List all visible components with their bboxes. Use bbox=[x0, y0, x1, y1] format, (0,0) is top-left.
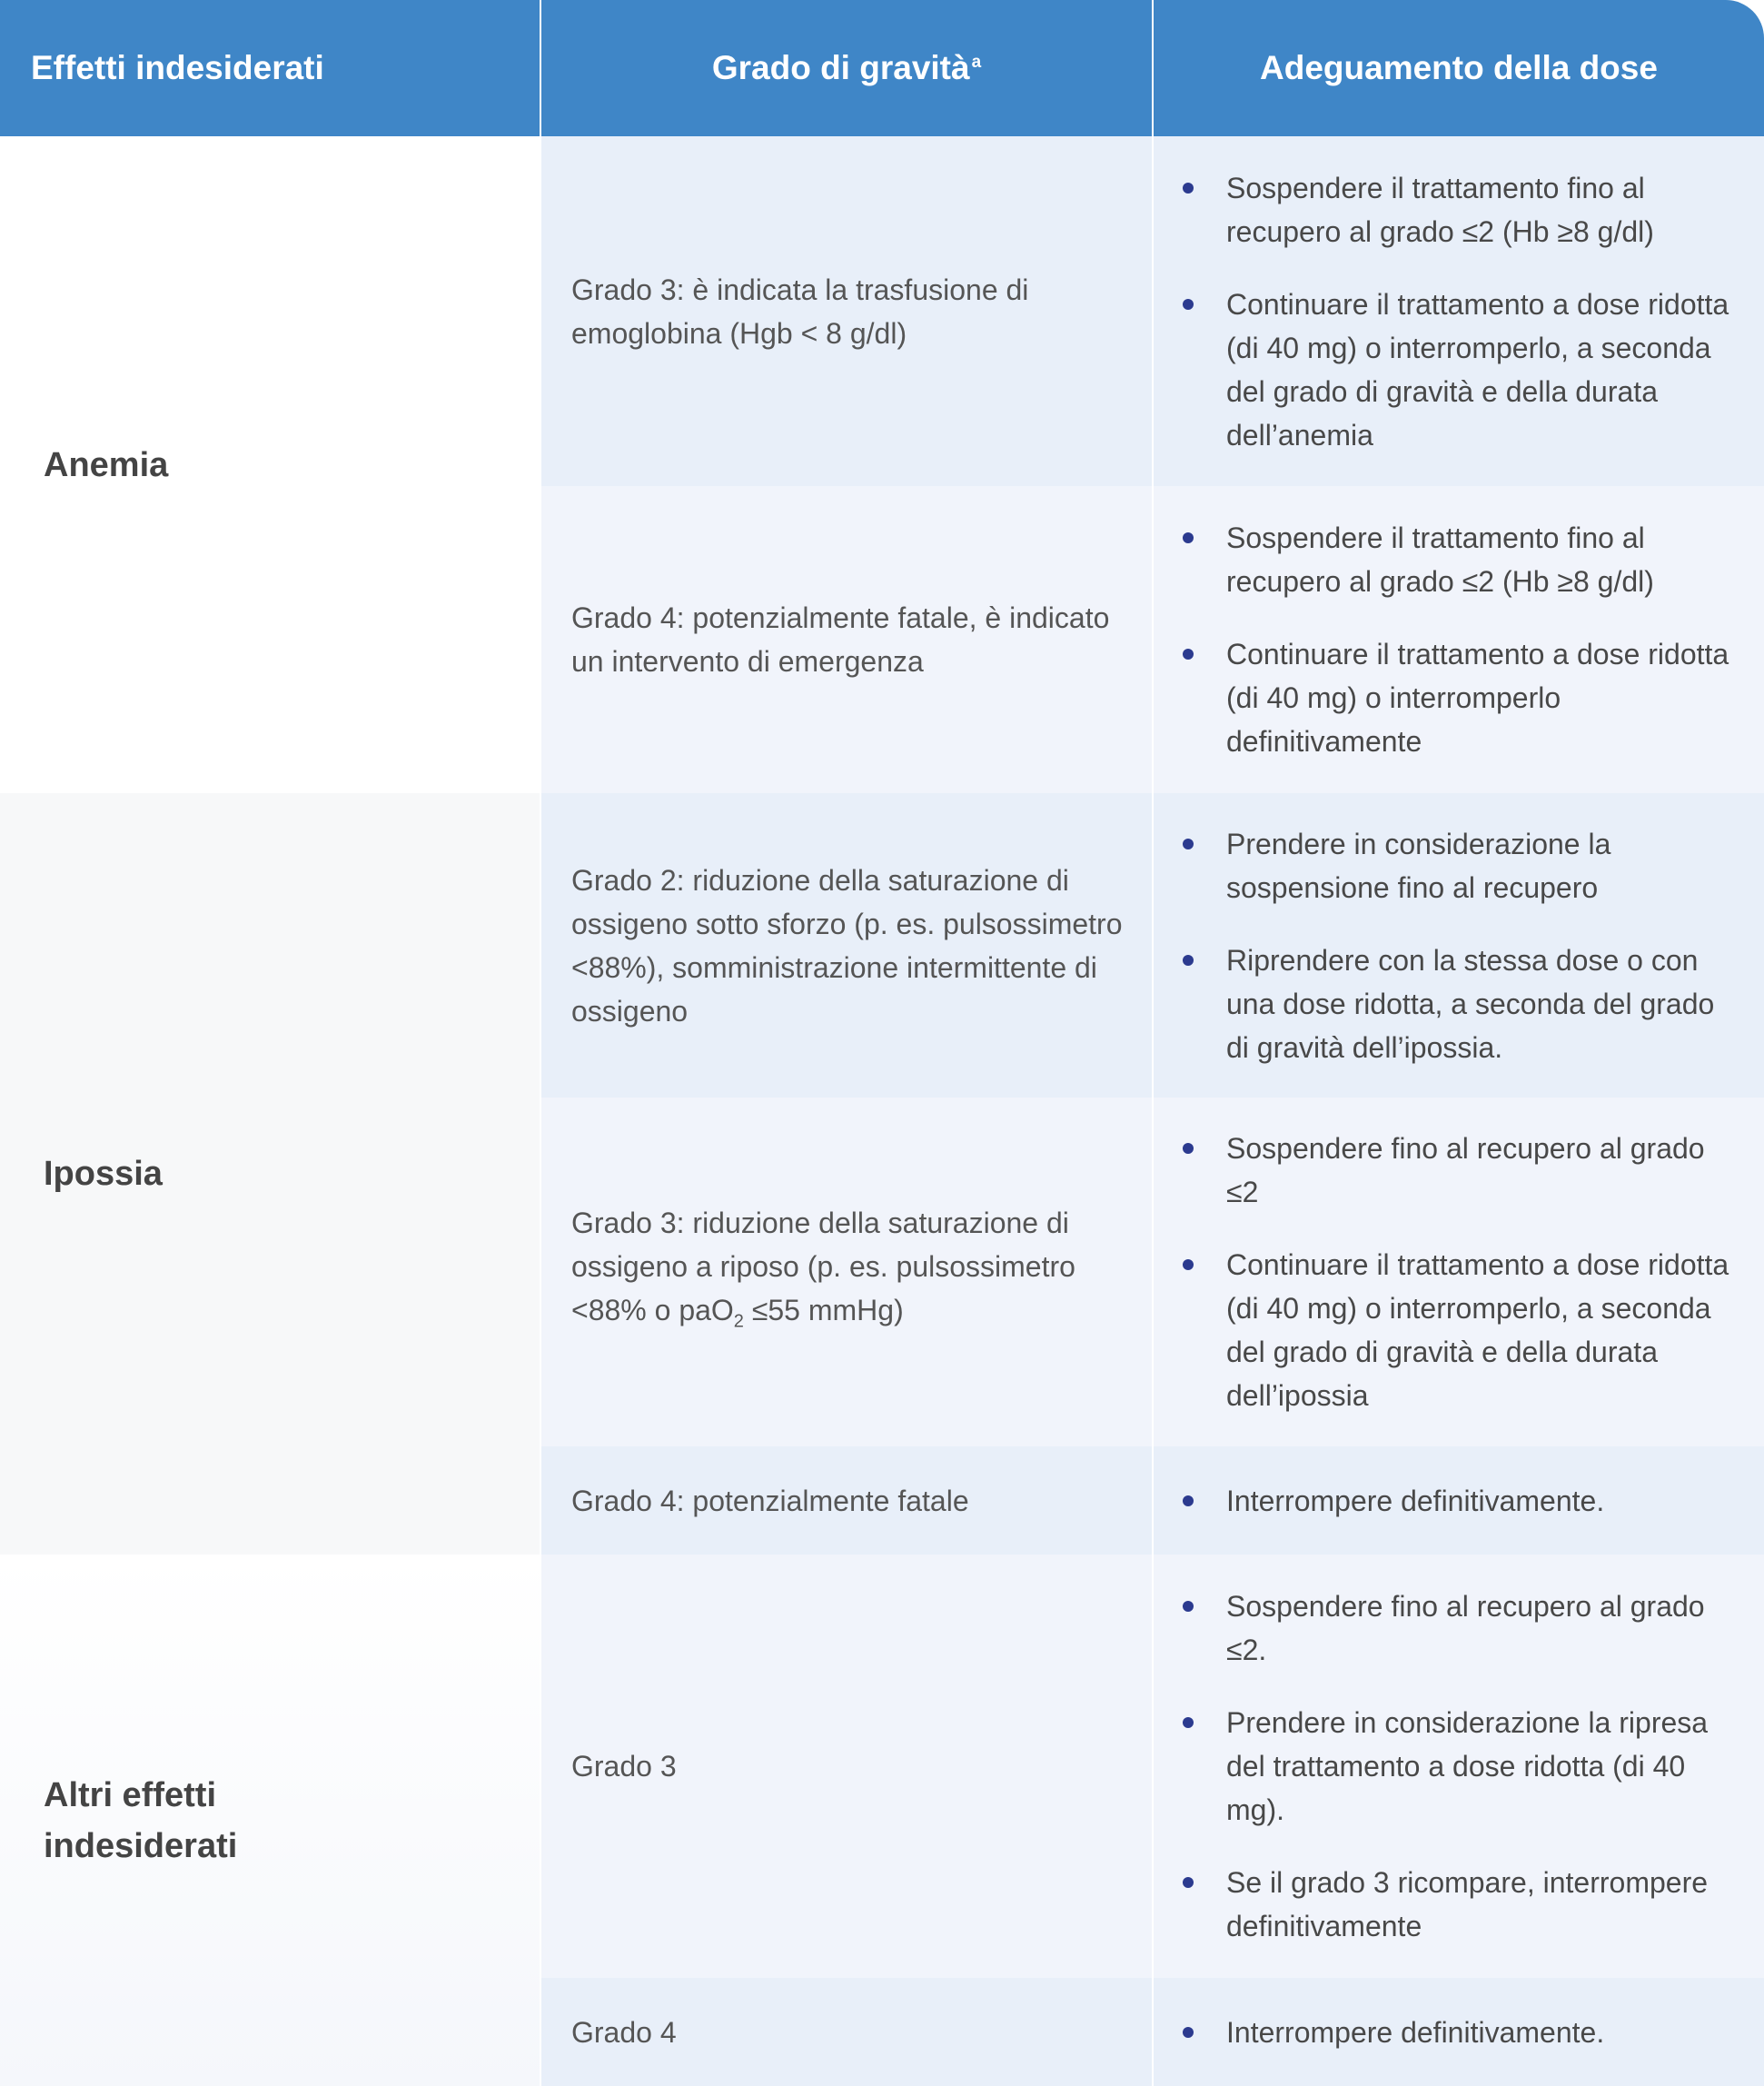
action-bullet: Prendere in considerazione la ripresa del trattamento a dose ridotta (di 40 mg). bbox=[1226, 1701, 1737, 1832]
dose-cell bbox=[1154, 1555, 1764, 1978]
dose-cell bbox=[1154, 1446, 1764, 1555]
effect-ipossia bbox=[0, 793, 541, 1555]
action-bullet: Continuare il trattamento a dose ridotta (di 40 mg) o interromperlo, a seconda del grado di gravità e della durata dell’ipossia bbox=[1226, 1243, 1737, 1417]
action-bullet: Riprendere con la stessa dose o con una dose ridotta, a seconda del grado di gravità dell’ipossia. bbox=[1226, 939, 1737, 1069]
effect-label: Anemia bbox=[44, 445, 169, 484]
action-bullet: Interrompere definitivamente. bbox=[1226, 1479, 1737, 1523]
action-bullet: Continuare il trattamento a dose ridotta (di 40 mg) o interromperlo definitivamente bbox=[1226, 632, 1737, 763]
grade-cell bbox=[541, 1978, 1152, 2086]
grade-cell bbox=[541, 793, 1152, 1098]
effect-anemia bbox=[0, 136, 541, 793]
dose-cell bbox=[1154, 793, 1764, 1098]
action-bullet: Sospendere fino al recupero al grado ≤2. bbox=[1226, 1584, 1737, 1672]
action-bullet: Sospendere il trattamento fino al recupero al grado ≤2 (Hb ≥8 g/dl) bbox=[1226, 516, 1737, 603]
effect-label: Ipossia bbox=[44, 1155, 163, 1193]
grade-text: Grado 2: riduzione della saturazione di ossigeno sotto sforzo (p. es. pulsossimetro <88%), somministrazione intermittente di ossigeno bbox=[571, 863, 1123, 1028]
dose-cell bbox=[1154, 1978, 1764, 2086]
header-effects-label: Effetti indesiderati bbox=[31, 49, 324, 86]
header-dose-adjustment-label: Adeguamento della dose bbox=[1260, 49, 1658, 86]
grade-text: Grado 3: è indicata la trasfusione di emoglobina (Hgb < 8 g/dl) bbox=[571, 273, 1029, 350]
grade-cell bbox=[541, 1555, 1152, 1978]
dose-cell bbox=[1154, 486, 1764, 793]
header-effects bbox=[0, 0, 540, 136]
header-severity-label: Grado di gravità bbox=[711, 49, 970, 86]
action-bullet: Prendere in considerazione la sospensione fino al recupero bbox=[1226, 822, 1737, 909]
grade-text: Grado 4: potenzialmente fatale bbox=[571, 1484, 969, 1517]
action-bullet: Interrompere definitivamente. bbox=[1226, 2011, 1737, 2054]
dose-cell bbox=[1154, 136, 1764, 486]
effect-altri bbox=[0, 1555, 541, 2086]
grade-text: Grado 3 bbox=[571, 1750, 677, 1783]
header-severity-footnote: a bbox=[971, 53, 982, 72]
grade-text: Grado 4 bbox=[571, 2015, 677, 2049]
grade-cell bbox=[541, 486, 1152, 793]
grade-cell bbox=[541, 1098, 1152, 1446]
effect-label: Altri effetti indesiderati bbox=[44, 1775, 238, 1865]
grade-text bbox=[571, 1201, 1125, 1343]
grade-cell bbox=[541, 1446, 1152, 1555]
grade-text: Grado 4: potenzialmente fatale, è indicato un intervento di emergenza bbox=[571, 601, 1110, 678]
grade-cell bbox=[541, 136, 1152, 486]
action-bullet: Sospendere il trattamento fino al recupero al grado ≤2 (Hb ≥8 g/dl) bbox=[1226, 166, 1737, 253]
header-severity bbox=[541, 0, 1152, 136]
grade-text-tail: ≤55 mmHg) bbox=[743, 1293, 904, 1326]
column-divider bbox=[540, 0, 541, 2086]
action-bullet: Continuare il trattamento a dose ridotta (di 40 mg) o interromperlo, a seconda del grado di gravità e della durata dell’anemia bbox=[1226, 283, 1737, 457]
header-dose-adjustment bbox=[1154, 0, 1764, 136]
dose-cell bbox=[1154, 1098, 1764, 1446]
grade-text-subscript: 2 bbox=[733, 1311, 744, 1332]
action-bullet: Sospendere fino al recupero al grado ≤2 bbox=[1226, 1127, 1737, 1214]
grade-text-main: Grado 3: riduzione della saturazione di ossigeno a riposo (p. es. pulsossimetro <88% o paO bbox=[571, 1206, 1075, 1326]
column-divider bbox=[1152, 0, 1154, 2086]
action-bullet: Se il grado 3 ricompare, interrompere definitivamente bbox=[1226, 1861, 1737, 1948]
